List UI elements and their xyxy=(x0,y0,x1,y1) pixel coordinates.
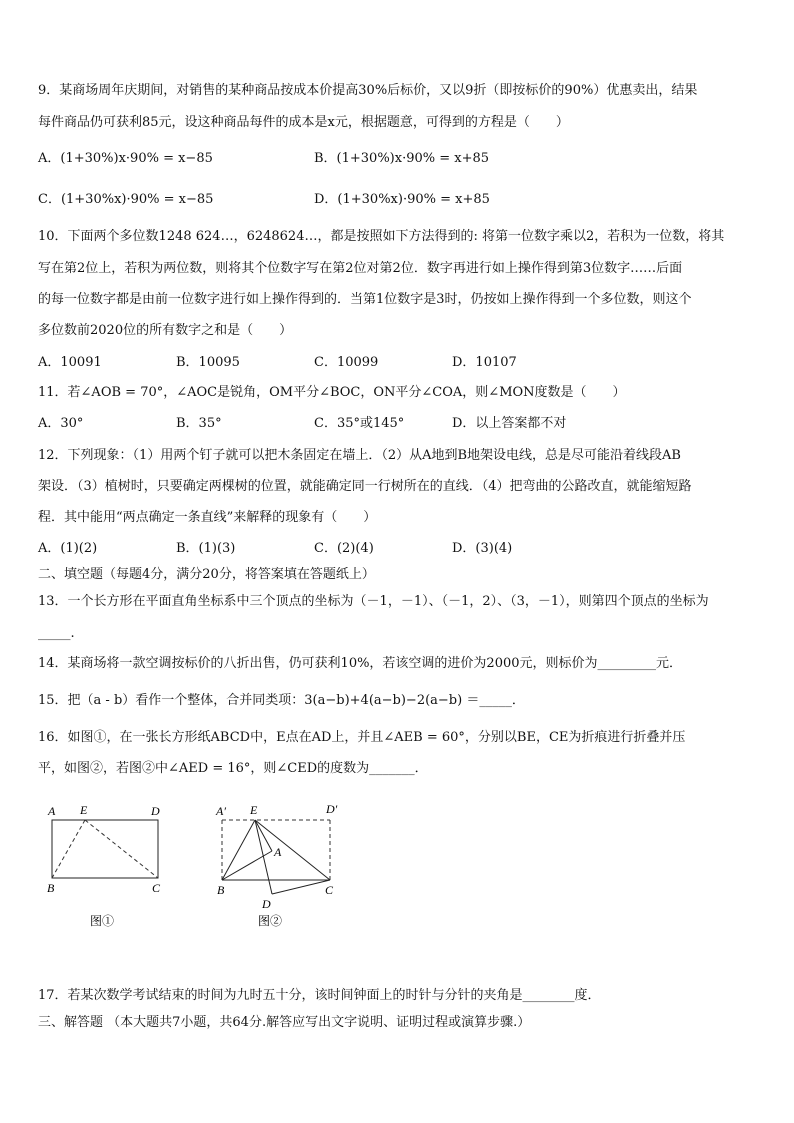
q12-line1: 12．下列现象：（1）用两个钉子就可以把木条固定在墙上．（2）从A地到B地架设电线，总是尽可能沿着线段AB xyxy=(38,448,681,463)
q15-text: 15．把（a - b）看作一个整体，合并同类项：3(a−b)+4(a−b)−2(a−b) ＝_____． xyxy=(38,693,525,708)
q9-line2: 每件商品仍可获利85元，设这种商品每件的成本是x元，根据题意，可得到的方程是（ ） xyxy=(38,115,569,130)
fig1-caption: 图① xyxy=(90,914,115,928)
q16-line1: 16．如图①，在一张长方形纸ABCD中，E点在AD上，并且∠AEB = 60°，分别以BE，CE为折痕进行折叠并压 xyxy=(38,730,686,745)
q9-line1: 9．某商场周年庆期间，对销售的某种商品按成本价提高30%后标价，又以9折（即按标价的90%）优惠卖出，结果 xyxy=(38,83,698,98)
q10-option-c: C．10099 xyxy=(314,355,379,370)
fig1-label-d: D xyxy=(151,804,160,818)
q16-line2: 平，如图②，若图②中∠AED = 16°，则∠CED的度数为_______． xyxy=(38,761,428,776)
fig1-label-e: E xyxy=(80,803,88,817)
fig2-label-e: E xyxy=(250,803,258,817)
q9-option-d: D．(1+30%x)·90% = x+85 xyxy=(314,192,490,207)
q9-option-c: C．(1+30%x)·90% = x−85 xyxy=(38,192,214,207)
fig2-label-a: A xyxy=(274,845,282,859)
q12-line2: 架设．（3）植树时，只要确定两棵树的位置，就能确定同一行树所在的直线．（4）把弯曲的公路改直，就能缩短路 xyxy=(38,479,692,494)
fig2-label-d-prime: D′ xyxy=(326,802,338,816)
fig2-label-a-prime: A′ xyxy=(216,804,226,818)
q12-option-a: A．(1)(2) xyxy=(38,541,98,556)
figure-2 xyxy=(210,800,360,935)
fig1-label-a: A xyxy=(48,804,56,818)
q11-line1: 11．若∠AOB = 70°，∠AOC是锐角，OM平分∠BOC，ON平分∠COA，则∠MON度数是（ ） xyxy=(38,385,626,400)
q11-option-b: B．35° xyxy=(176,416,222,431)
q10-option-a: A．10091 xyxy=(38,355,102,370)
section-2-heading: 二、填空题（每题4分，满分20分，将答案填在答题纸上） xyxy=(38,567,375,582)
section-3-heading: 三、解答题 （本大题共7小题，共64分.解答应写出文字说明、证明过程或演算步骤.） xyxy=(38,1015,531,1030)
q10-line3: 的每一位数字都是由前一位数字进行如上操作得到的．当第1位数字是3时，仍按如上操作得到一个多位数，则这个 xyxy=(38,292,692,307)
q17-text: 17．若某次数学考试结束的时间为九时五十分，该时间钟面上的时针与分针的夹角是________度． xyxy=(38,988,601,1003)
q11-option-a: A．30° xyxy=(38,416,84,431)
q12-option-c: C．(2)(4) xyxy=(314,541,374,556)
q10-line2: 写在第2位上，若积为两位数，则将其个位数字写在第2位对第2位．数字再进行如上操作得到第3位数字……后面 xyxy=(38,261,683,276)
q10-line4: 多位数前2020位的所有数字之和是（ ） xyxy=(38,323,293,338)
fig2-caption: 图② xyxy=(258,914,283,928)
figure-1 xyxy=(40,800,180,935)
fig1-label-b: B xyxy=(47,881,55,895)
q10-line1: 10．下面两个多位数1248 624…，6248624…，都是按照如下方法得到的: 将第一位数字乘以2，若积为一位数，将其 xyxy=(38,229,725,244)
fig2-label-b: B xyxy=(217,883,225,897)
q10-option-d: D．10107 xyxy=(452,355,517,370)
q10-option-b: B．10095 xyxy=(176,355,240,370)
q9-option-a: A．(1+30%)x·90% = x−85 xyxy=(38,151,213,166)
fig2-label-d: D xyxy=(262,897,271,911)
q13-line2: _____. xyxy=(38,626,75,641)
fig2-label-c: C xyxy=(325,883,334,897)
q12-option-b: B．(1)(3) xyxy=(176,541,236,556)
q12-option-d: D．(3)(4) xyxy=(452,541,513,556)
q11-option-d: D．以上答案都不对 xyxy=(452,416,567,431)
q14-text: 14．某商场将一款空调按标价的八折出售，仍可获利10%，若该空调的进价为2000元，则标价为_________元． xyxy=(38,656,683,671)
q13-line1: 13．一个长方形在平面直角坐标系中三个顶点的坐标为（－1，－1）、（－1，2）、（3，－1），则第四个顶点的坐标为 xyxy=(38,594,709,609)
q9-option-b: B．(1+30%)x·90% = x+85 xyxy=(314,151,490,166)
q12-line3: 程．其中能用“两点确定一条直线”来解释的现象有（ ） xyxy=(38,510,377,525)
fig1-label-c: C xyxy=(152,881,161,895)
q11-option-c: C．35°或145° xyxy=(314,416,405,431)
